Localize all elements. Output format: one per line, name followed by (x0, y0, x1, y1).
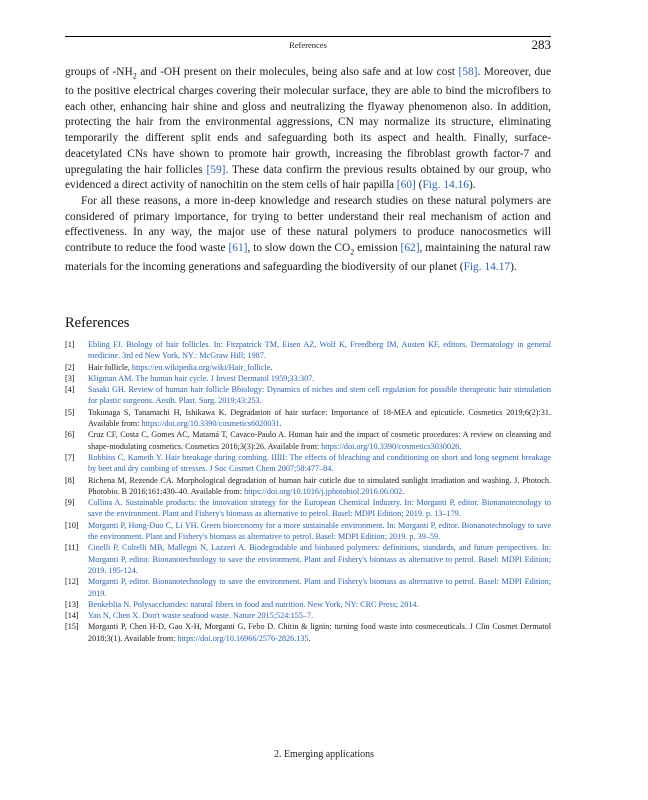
reference-number: [4] (65, 385, 75, 395)
reference-number: [6] (65, 430, 75, 440)
citation-link[interactable]: Fig. 14.16 (422, 179, 469, 192)
reference-item (65, 497, 551, 520)
reference-item (65, 520, 551, 543)
reference-item (65, 362, 551, 373)
reference-link[interactable]: Morganti P, editor. Bionanotechnology to save the environment. Plant and Fishery's biomass as alternative to petrol. Basel: MDPI Edition; 2019. (88, 577, 551, 598)
reference-link[interactable]: Cinelli P, Coltelli MB, Mallegni N, Lazzeri A. Biodegradable and biobased polymers: definitions, standards, and future perspectives. In: Morganti P, editor. Bionanotechnology to save the environment. Plant and Fishery's biomass as alternative to petrol. Basel: MDPI Edition; 2019. 195-124. (88, 543, 551, 575)
reference-number: [14] (65, 611, 79, 621)
reference-url[interactable]: https://doi.org/10.3390/cosmetics3030026 (321, 441, 460, 451)
reference-number: [7] (65, 452, 75, 462)
reference-item (65, 452, 551, 475)
citation-link[interactable]: [62] (400, 242, 420, 255)
paragraph-text: , maintaining the natural raw materials for the incoming generations and safeguarding the biodiversity of our planet ( (65, 242, 551, 273)
reference-number: [8] (65, 475, 75, 485)
reference-link[interactable]: Kligman AM. The human hair cycle. J Invest Dermatol 1959;33:307. (88, 373, 315, 383)
reference-item (65, 429, 551, 452)
paragraph-text: ( (415, 179, 423, 192)
paragraph-text: For all these reasons, a more in-deep knowledge and research studies on these natural polymers are considered of primary importance, for trying to better understand their real mechanism of action and effectiveness. In any way, the major use of these natural polymers to produce nanocosmetics will contribute to reduce the food waste (65, 194, 551, 255)
reference-item (65, 407, 551, 430)
paragraph-text: groups of -NH (65, 66, 133, 78)
reference-text: Hair follicle, (88, 362, 132, 372)
reference-item (65, 621, 551, 644)
reference-list (65, 339, 551, 644)
paragraph-text: ). (468, 179, 476, 192)
reference-text: Richena M, Rezende CA. Morphological degradation of human hair cuticle due to simulated sunlight irradiation and washing. J. Photoch. Photobio. B 2016;161:430–40. Available from: (88, 475, 551, 496)
paragraph-text: ). (510, 261, 517, 273)
reference-number: [10] (65, 520, 79, 530)
reference-punctuation: . (402, 486, 405, 496)
running-title: References (289, 40, 327, 50)
citation-link[interactable]: [59] (206, 163, 226, 176)
citation-link[interactable]: Fig. 14.17 (463, 261, 511, 273)
reference-punctuation: . (270, 362, 273, 372)
paragraph-text: . Moreover, due to the positive electrical charges covering their molecular surface, they are able to bind the microfibers to each other, enhancing hair shine and gloss and neutralizing the flyaway phenomenon also. In addition, protecting the hair from the environmental aggressions, CN may normalize its structure, eliminating temporarily the different split ends and safeguarding both its aspect and health. Finally, surface-deacetylated CNs have shown to promote hair growth, increasing the fibroblast growth factor-7 and upregulating the hair follicles (65, 66, 552, 176)
reference-text: Morganti P, Chen H-D, Gao X-H, Morganti G, Febo D. Chitin & lignin: turning food waste into cosmeceuticals. J Clin Cosmet Dermatol 2018;3(1). Available from: (88, 622, 551, 643)
reference-link[interactable]: Robbins C, Kameth Y. Hair breakage during combing. IIIII: The effects of bleaching and conditioning on short and long segment breakage by beet and dry combing of stresses. J Soc Cosmet Chem 2007;58:477–84. (88, 452, 551, 474)
reference-item (65, 610, 551, 621)
reference-number: [5] (65, 407, 75, 417)
running-header (65, 39, 551, 53)
paragraph-text: emission (354, 242, 401, 255)
reference-number: [15] (65, 622, 79, 632)
footer-section-title: 2. Emerging applications (273, 749, 375, 760)
paragraph-text: . These data confirm the previous results obtained by our group, who evidenced a direct activity of nanochitin on the stem cells of hair papilla (65, 163, 551, 192)
reference-punctuation: . (308, 633, 311, 643)
reference-punctuation: . (279, 419, 282, 429)
body-text (65, 65, 551, 276)
reference-item (65, 542, 551, 576)
reference-number: [9] (65, 498, 75, 508)
subscript: 2 (132, 71, 137, 81)
reference-url[interactable]: https://en.wikipedia.org/wiki/Hair_follicle (131, 362, 271, 372)
paragraph-text: , to slow down the CO (247, 242, 351, 255)
reference-link[interactable]: Ebling FJ. Biology of hair follicles. In: Fitzpatrick TM, Eisen AZ, Wolf K, Freedberg IM, Austen KF, editors. Dermatology in general medicine. 3rd ed New York, NY.: McGraw Hill; 1987. (88, 340, 551, 361)
reference-number: [2] (65, 362, 75, 372)
paragraph-2 (65, 194, 551, 276)
reference-link[interactable]: Benkeblia N. Polysaccharides: natural fibers in food and nutrition. New York, NY: CRC Press; 2014. (88, 599, 419, 609)
reference-link[interactable]: Yan N, Chen X. Don't waste seafood waste. Nature 2015;524:155–7. (88, 611, 314, 621)
citation-link[interactable]: [61] (228, 242, 248, 255)
reference-punctuation: . (459, 441, 462, 451)
reference-item (65, 475, 551, 498)
reference-number: [11] (65, 543, 79, 553)
reference-url[interactable]: https://doi.org/10.16966/2576-2826.135 (177, 633, 309, 643)
reference-url[interactable]: https://doi.org/10.3390/cosmetics6020031 (141, 419, 280, 429)
reference-link[interactable]: Sasaki GH. Review of human hair follicle Bbiology: Dynamics of niches and stem cell regulation for possible therapeutic hair stimulation for plastic surgeons. Aesth. Plast. Surg. 2019;43:253. (88, 385, 551, 406)
paragraph-1 (65, 65, 551, 194)
reference-number: [12] (65, 577, 79, 587)
reference-number: [13] (65, 599, 79, 609)
subscript: 2 (350, 247, 355, 257)
reference-item (65, 599, 551, 610)
reference-item (65, 576, 551, 599)
paragraph-text: and -OH present on their molecules, being also safe and at low cost (136, 66, 459, 78)
citation-link[interactable]: [58] (458, 66, 478, 78)
reference-item (65, 373, 551, 384)
reference-number: [1] (65, 340, 75, 349)
reference-link[interactable]: Morganti P, Hong-Duo C, Li YH. Green bioeconomy for a more sustainable environment. In: Morganti P, editor. Bionanotechnology to save the environment. Plant and Fishery's biomass as alternative to petrol. Basel: MDPI Edition; 2019. p. 39–59. (88, 520, 551, 542)
reference-number: [3] (65, 373, 75, 383)
references-heading: References (65, 315, 130, 331)
reference-item (65, 384, 551, 407)
reference-item (65, 339, 551, 362)
citation-link[interactable]: [60] (396, 179, 416, 192)
reference-text: Tokunaga S, Tanamachi H, Ishikawa K. Degradation of hair surface: Importance of 18-MEA and epicuticle. Cosmetics 2019;6(2):31. Available from: (88, 407, 551, 429)
reference-url[interactable]: https://doi.org/10.1016/j.jphotobiol.2016.06.002 (244, 486, 403, 496)
page-number: 283 (531, 37, 551, 52)
reference-link[interactable]: Collina A. Sustainable products: the innovation strategy for the European Chemical Industry. In: Morganti P, editor. Bionanotecnology to save the environment. Plant and Fishery's biomass as alternative to petrol. Basel: MDPI Edition; 2019. p. 13–179. (88, 498, 551, 519)
header-rule (65, 36, 551, 37)
reference-text: Cruz CF, Costa C, Gomes AC, Matamá T, Cavaco-Paulo A. Human hair and the impact of cosmetic procedures: A review on cleansing and shape-modulating cosmetics. Cosmetics 2016;3(3):26. Available from: (88, 430, 551, 451)
